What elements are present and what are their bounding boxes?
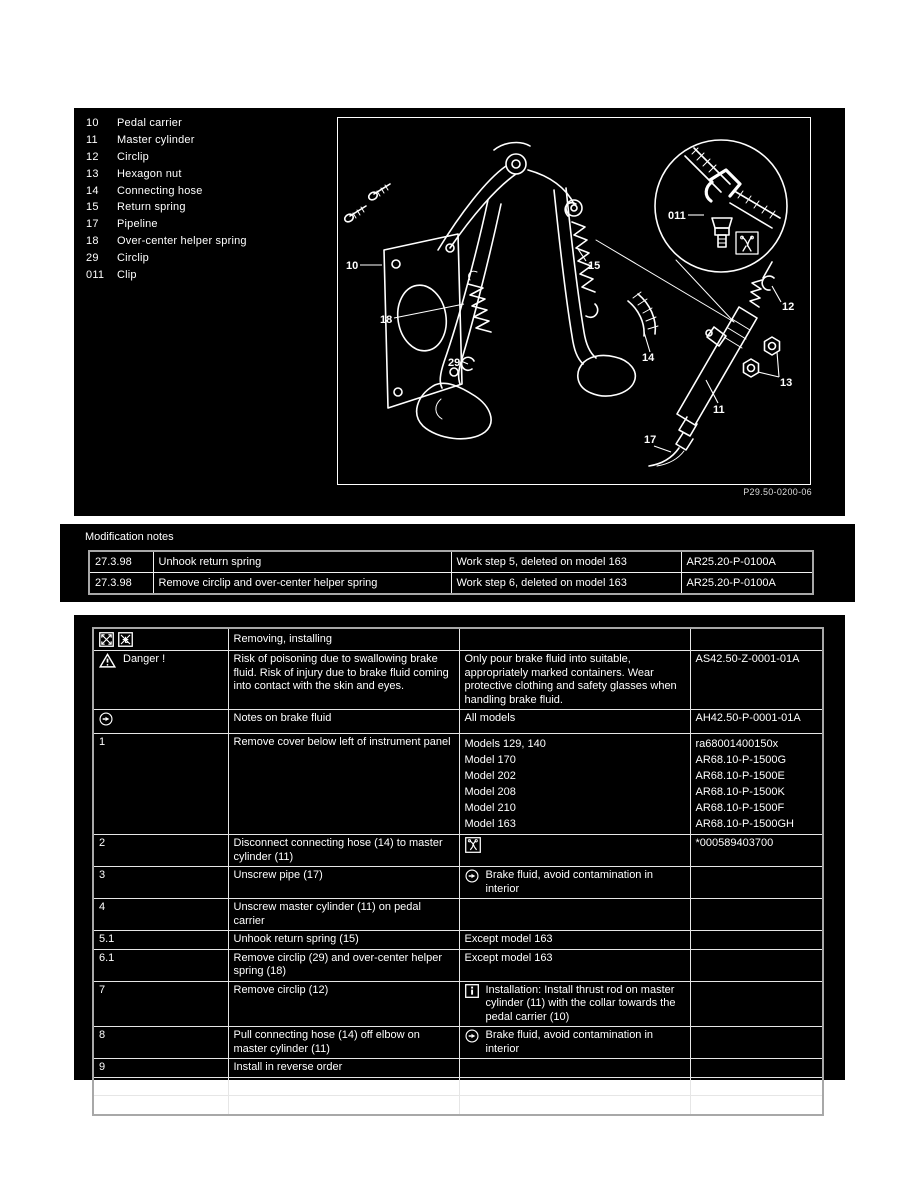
callout-label: 29: [448, 357, 461, 369]
cell-line: AR68.10-P-1500K: [695, 785, 785, 798]
diagram-box: [337, 117, 811, 485]
callout-label: 011: [668, 210, 686, 222]
procedure-cell-c4: [690, 733, 823, 835]
legend-row: [86, 266, 247, 283]
part-number: 011: [86, 268, 105, 281]
procedure-cell-c2: Check system for leaks: [228, 1096, 459, 1115]
callout-layer: [346, 210, 794, 452]
install-box-icon: [118, 632, 133, 647]
procedure-panel: [74, 615, 845, 1111]
procedure-cell-c3: [459, 1027, 690, 1059]
callout-leader: [394, 304, 464, 318]
procedure-cell-c3: [459, 1077, 690, 1096]
procedure-row: [93, 651, 823, 710]
procedure-row: [93, 1027, 823, 1059]
procedure-cell-c3: Only pour brake fluid into suitable, appropriately marked containers. Wear protective clothing and safety glasses when handling brake fluid.: [459, 651, 690, 710]
procedure-cell-c4: [690, 1027, 823, 1059]
modification-cell: Remove circlip and over-center helper spring: [153, 573, 451, 595]
procedure-row: [93, 867, 823, 899]
procedure-cell-c2: Unscrew pipe (17): [228, 867, 459, 899]
part-label: Circlip: [117, 150, 149, 163]
part-label: Return spring: [117, 201, 186, 214]
procedure-cell-c2: Remove circlip (29) and over-center helper spring (18): [228, 949, 459, 981]
procedure-cell-c3: Except model 163: [459, 931, 690, 950]
cell-text: Brake fluid, avoid contamination in interior: [485, 1029, 654, 1055]
procedure-cell-c2: Unhook return spring (15): [228, 931, 459, 950]
callout-label: 18: [380, 314, 393, 326]
callout-label: 10: [346, 260, 359, 272]
legend-row: [86, 182, 247, 199]
procedure-cell-c3: All models: [459, 710, 690, 734]
modification-row: [89, 573, 813, 595]
callout-leader: [706, 380, 718, 403]
info-icon: [465, 984, 479, 998]
callout-leader: [654, 446, 671, 452]
procedure-row: [93, 628, 823, 651]
procedure-cell-c2: Disconnect connecting hose (14) to master cylinder (11): [228, 835, 459, 867]
part-label: Hexagon nut: [117, 167, 182, 180]
procedure-cell-c1: [93, 628, 228, 651]
modification-cell: Unhook return spring: [153, 551, 451, 573]
procedure-cell-c3: [459, 733, 690, 835]
procedure-cell-c1: 10: [93, 1077, 228, 1096]
procedure-cell-c1: 1: [93, 733, 228, 835]
procedure-cell-c4: [690, 628, 823, 651]
callout-label: 12: [782, 301, 795, 313]
procedure-cell-c3: Except model 163: [459, 949, 690, 981]
procedure-row: [93, 1059, 823, 1078]
procedure-cell-c2: Removing, installing: [228, 628, 459, 651]
callout-leader: [777, 352, 779, 377]
part-label: Circlip: [117, 251, 149, 264]
procedure-cell-c4: *000589403700: [690, 835, 823, 867]
pedal-assembly-diagram: [338, 118, 810, 482]
part-number: 17: [86, 218, 99, 231]
modification-cell: AR25.20-P-0100A: [681, 551, 813, 573]
callout-leader: [758, 372, 779, 377]
cell-line: AR68.10-P-1500G: [695, 753, 786, 766]
procedure-cell-c1: [93, 651, 228, 710]
procedure-cell-c3: [459, 1059, 690, 1078]
callout-label: 14: [642, 352, 655, 364]
cell-line: AR68.10-P-1500E: [695, 769, 785, 782]
part-label: Pipeline: [117, 218, 158, 231]
part-label: Connecting hose: [117, 184, 203, 197]
part-number: 15: [86, 201, 99, 214]
procedure-cell-c4: [690, 1096, 823, 1115]
modification-cell: 27.3.98: [89, 551, 153, 573]
procedure-row: [93, 733, 823, 835]
cell-text: Danger !: [123, 653, 166, 665]
legend-row: [86, 233, 247, 250]
procedure-cell-c1: 4: [93, 899, 228, 931]
modification-cell: Work step 6, deleted on model 163: [451, 573, 681, 595]
legend-row: [86, 249, 247, 266]
cell-line: Model 170: [464, 753, 516, 766]
callout-leader: [644, 332, 650, 352]
procedure-row: [93, 931, 823, 950]
procedure-cell-c1: 5.1: [93, 931, 228, 950]
procedure-cell-c4: [690, 931, 823, 950]
procedure-cell-c1: 3: [93, 867, 228, 899]
procedure-cell-c3: [459, 1096, 690, 1115]
parts-legend: [86, 115, 247, 283]
hand-note-icon: [465, 869, 479, 883]
hand-note-icon: [465, 1029, 479, 1043]
figure-panel: [74, 108, 845, 516]
modification-notes-title: Modification notes: [85, 531, 174, 543]
callout-label: 11: [713, 404, 725, 416]
procedure-cell-c3: [459, 628, 690, 651]
procedure-cell-c3: [459, 981, 690, 1027]
procedure-cell-c2: Bleed clutch actuation: [228, 1077, 459, 1096]
procedure-cell-c3: [459, 867, 690, 899]
callout-leader: [772, 286, 781, 302]
procedure-row: [93, 981, 823, 1027]
procedure-row: [93, 1096, 823, 1115]
legend-row: [86, 199, 247, 216]
legend-row: [86, 165, 247, 182]
procedure-cell-c1: 7: [93, 981, 228, 1027]
part-label: Over-center helper spring: [117, 234, 247, 247]
special-tool-box-icon: [736, 232, 758, 254]
procedure-cell-c1: 2: [93, 835, 228, 867]
part-number: 12: [86, 150, 99, 163]
procedure-cell-c4: [690, 899, 823, 931]
procedure-row: [93, 899, 823, 931]
part-number: 13: [86, 167, 99, 180]
modification-notes-table: [88, 550, 814, 595]
modification-cell: Work step 5, deleted on model 163: [451, 551, 681, 573]
procedure-cell-c1: 8: [93, 1027, 228, 1059]
procedure-cell-c1: [93, 710, 228, 734]
procedure-cell-c4: [690, 1059, 823, 1078]
part-number: 29: [86, 251, 99, 264]
procedure-row: [93, 1077, 823, 1096]
hand-note-icon: [99, 712, 113, 726]
modification-cell: AR25.20-P-0100A: [681, 573, 813, 595]
procedure-cell-c3: [459, 899, 690, 931]
procedure-cell-c2: Unscrew master cylinder (11) on pedal carrier: [228, 899, 459, 931]
cell-line: Models 129, 140: [464, 737, 546, 750]
cell-text: Brake fluid, avoid contamination in interior: [485, 869, 654, 895]
callout-label: 17: [644, 434, 657, 446]
modification-cell: 27.3.98: [89, 573, 153, 595]
danger-triangle-icon: [99, 653, 116, 668]
procedure-row: [93, 710, 823, 734]
cell-line: ra68001400150x: [695, 737, 779, 750]
procedure-cell-c4: [690, 981, 823, 1027]
part-label: Master cylinder: [117, 134, 195, 147]
part-label: Clip: [117, 268, 137, 281]
legend-row: [86, 149, 247, 166]
procedure-table: [92, 627, 824, 1116]
legend-row: [86, 132, 247, 149]
procedure-cell-c2: Remove cover below left of instrument panel: [228, 733, 459, 835]
procedure-cell-c2: Notes on brake fluid: [228, 710, 459, 734]
procedure-cell-c4: AR25.20-P-0070A: [690, 1077, 823, 1096]
procedure-cell-c4: AS42.50-Z-0001-01A: [690, 651, 823, 710]
procedure-cell-c3: [459, 835, 690, 867]
procedure-cell-c2: Install in reverse order: [228, 1059, 459, 1078]
procedure-cell-c4: AH42.50-P-0001-01A: [690, 710, 823, 734]
procedure-cell-c4: [690, 867, 823, 899]
part-number: 14: [86, 184, 99, 197]
cell-line: Model 202: [464, 769, 516, 782]
cell-line: Model 210: [464, 801, 516, 814]
part-label: Pedal carrier: [117, 117, 182, 130]
procedure-row: [93, 835, 823, 867]
legend-row: [86, 216, 247, 233]
cell-line: Model 163: [464, 817, 516, 830]
special-tool-icon: [465, 837, 481, 853]
procedure-cell-c1: 11: [93, 1096, 228, 1115]
figure-number: P29.50-0200-06: [743, 487, 812, 497]
procedure-cell-c2: Remove circlip (12): [228, 981, 459, 1027]
modification-notes-panel: [60, 524, 855, 602]
procedure-cell-c1: 6.1: [93, 949, 228, 981]
cell-text: Installation: Install thrust rod on master cylinder (11) with the collar towards the pedal carrier (10): [485, 983, 676, 1023]
part-number: 10: [86, 117, 99, 130]
legend-row: [86, 115, 247, 132]
callout-label: 13: [780, 377, 793, 389]
procedure-cell-c4: [690, 949, 823, 981]
procedure-cell-c2: Pull connecting hose (14) off elbow on master cylinder (11): [228, 1027, 459, 1059]
procedure-cell-c2: Risk of poisoning due to swallowing brake fluid. Risk of injury due to brake fluid coming into contact with the skin and eyes.: [228, 651, 459, 710]
cell-line: AR68.10-P-1500F: [695, 801, 785, 814]
cell-line: Model 208: [464, 785, 516, 798]
cell-line: AR68.10-P-1500GH: [695, 817, 794, 830]
part-number: 11: [86, 134, 98, 147]
part-number: 18: [86, 234, 99, 247]
callout-label: 15: [588, 260, 601, 272]
modification-row: [89, 551, 813, 573]
procedure-row: [93, 949, 823, 981]
procedure-cell-c1: 9: [93, 1059, 228, 1078]
remove-box-icon: [99, 632, 114, 647]
